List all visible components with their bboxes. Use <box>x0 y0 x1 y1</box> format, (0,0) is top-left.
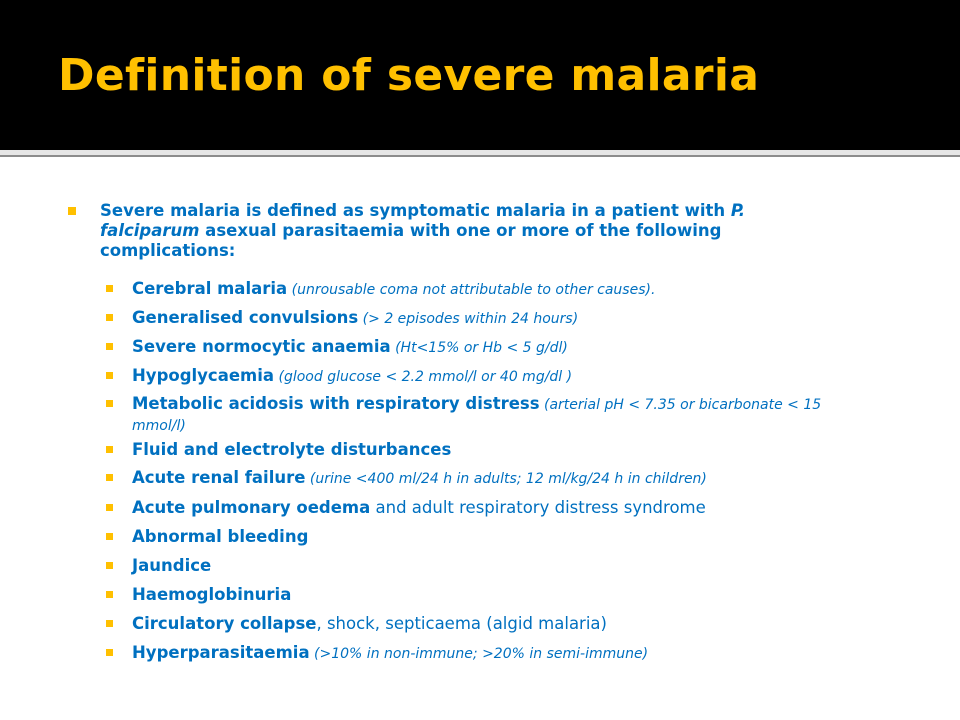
intro-species: P. falciparum <box>100 201 745 240</box>
item-term: Abnormal bleeding <box>132 527 309 546</box>
item-term: Haemoglobinuria <box>132 585 292 604</box>
slide-title: Definition of severe malaria <box>58 50 760 101</box>
square-bullet-icon <box>106 562 113 569</box>
intro-text-1: Severe malaria is defined as symptomatic malaria in a patient with <box>100 201 731 220</box>
item-term: Acute renal failure <box>132 468 306 487</box>
list-item <box>132 394 872 436</box>
item-term: Jaundice <box>132 556 212 575</box>
item-term: Generalised convulsions <box>132 308 359 327</box>
list-item <box>132 308 872 329</box>
list-item <box>132 527 872 547</box>
list-item <box>132 498 872 518</box>
square-bullet-icon <box>106 591 113 598</box>
list-item <box>132 468 872 489</box>
item-term: Hypoglycaemia <box>132 366 275 385</box>
list-item <box>132 337 872 358</box>
item-criteria: (>10% in non-immune; >20% in semi-immune) <box>309 646 649 662</box>
item-description: , shock, septicaema (algid malaria) <box>316 614 607 633</box>
item-criteria: (> 2 episodes within 24 hours) <box>358 311 579 327</box>
item-term: Cerebral malaria <box>132 279 288 298</box>
square-bullet-icon <box>106 504 113 511</box>
square-bullet-icon <box>106 649 113 656</box>
square-bullet-icon <box>68 207 76 215</box>
list-item <box>132 279 872 300</box>
item-criteria: (urine <400 ml/24 h in adults; 12 ml/kg/24 h in children) <box>305 471 707 487</box>
square-bullet-icon <box>106 533 113 540</box>
square-bullet-icon <box>106 285 113 292</box>
item-description: and adult respiratory distress syndrome <box>370 498 706 517</box>
intro-paragraph <box>100 201 840 261</box>
item-term: Hyperparasitaemia <box>132 643 310 662</box>
content-area <box>0 157 960 720</box>
list-item <box>132 366 872 387</box>
list-item <box>132 614 872 634</box>
list-item <box>132 440 872 460</box>
title-bar <box>0 0 960 150</box>
item-term: Metabolic acidosis with respiratory distress <box>132 394 540 413</box>
item-term: Acute pulmonary oedema <box>132 498 371 517</box>
item-term: Severe normocytic anaemia <box>132 337 391 356</box>
list-item <box>132 643 872 664</box>
list-item <box>132 556 872 576</box>
item-term: Circulatory collapse <box>132 614 317 633</box>
square-bullet-icon <box>106 620 113 627</box>
item-criteria: (unrousable coma not attributable to other causes). <box>287 282 656 298</box>
square-bullet-icon <box>106 474 113 481</box>
list-item <box>132 585 872 605</box>
square-bullet-icon <box>106 372 113 379</box>
item-criteria: (Ht<15% or Hb < 5 g/dl) <box>390 340 568 356</box>
item-criteria: (glood glucose < 2.2 mmol/l or 40 mg/dl ) <box>274 369 573 385</box>
square-bullet-icon <box>106 446 113 453</box>
square-bullet-icon <box>106 343 113 350</box>
square-bullet-icon <box>106 314 113 321</box>
square-bullet-icon <box>106 400 113 407</box>
intro-text-3: asexual parasitaemia with one or more of the following complications: <box>100 221 722 260</box>
item-criteria: (arterial pH < 7.35 or bicarbonate < 15 mmol/l) <box>132 397 822 434</box>
item-term: Fluid and electrolyte disturbances <box>132 440 452 459</box>
